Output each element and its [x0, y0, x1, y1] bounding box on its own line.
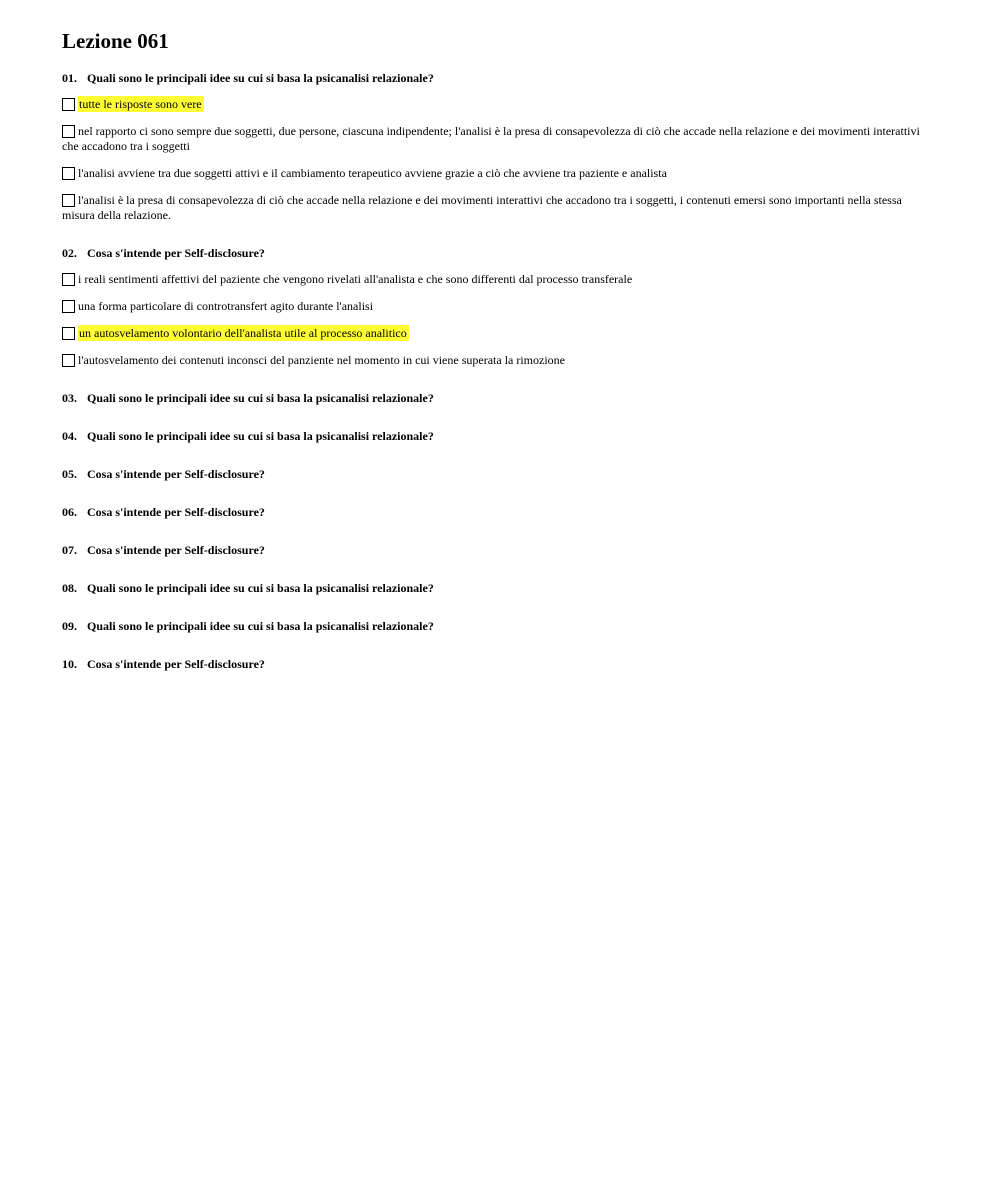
answer-checkbox[interactable]	[62, 194, 75, 207]
answer-checkbox[interactable]	[62, 354, 75, 367]
answer-text: l'analisi avviene tra due soggetti attivi e il cambiamento terapeutico avviene grazie a ciò che avviene tra paziente e analista	[78, 166, 667, 180]
question-text: Quali sono le principali idee su cui si basa la psicanalisi relazionale?	[87, 391, 434, 405]
question-title	[62, 504, 922, 520]
answer-option	[62, 97, 922, 112]
question-title	[62, 580, 922, 596]
question-02	[62, 245, 922, 368]
answer-list	[62, 272, 922, 368]
question-text: Quali sono le principali idee su cui si basa la psicanalisi relazionale?	[87, 429, 434, 443]
answer-option	[62, 166, 922, 181]
question-title	[62, 428, 922, 444]
answer-checkbox[interactable]	[62, 300, 75, 313]
answer-text: l'autosvelamento dei contenuti inconsci del panziente nel momento in cui viene superata la rimozione	[78, 353, 566, 367]
question-title	[62, 70, 922, 86]
answer-option	[62, 299, 922, 314]
answer-checkbox[interactable]	[62, 125, 75, 138]
answer-text: l'analisi è la presa di consapevolezza di ciò che accade nella relazione e dei movimenti interattivi che accadono tra i soggetti, i contenuti emersi sono importanti nella stessa misura della relazione.	[62, 193, 902, 222]
question-list	[62, 70, 922, 672]
question-04	[62, 428, 922, 444]
question-number: 03.	[62, 391, 77, 405]
answer-checkbox[interactable]	[62, 167, 75, 180]
question-title	[62, 466, 922, 482]
page-title: Lezione 061	[62, 29, 169, 53]
answer-option	[62, 193, 922, 223]
question-06	[62, 504, 922, 520]
question-10	[62, 656, 922, 672]
document-page	[62, 28, 922, 694]
question-text: Cosa s'intende per Self-disclosure?	[87, 657, 265, 671]
answer-option	[62, 326, 922, 341]
question-text: Cosa s'intende per Self-disclosure?	[87, 543, 265, 557]
answer-checkbox[interactable]	[62, 273, 75, 286]
answer-text-highlighted: tutte le risposte sono vere	[79, 97, 202, 111]
answer-text-highlighted: un autosvelamento volontario dell'analista utile al processo analitico	[79, 326, 407, 340]
question-title	[62, 618, 922, 634]
question-title	[62, 656, 922, 672]
answer-list	[62, 97, 922, 223]
answer-text: nel rapporto ci sono sempre due soggetti, due persone, ciascuna indipendente; l'analisi è la presa di consapevolezza di ciò che accade nella relazione e dei movimenti interattivi che accadono tra i soggetti	[62, 124, 920, 153]
answer-text: i reali sentimenti affettivi del paziente che vengono rivelati all'analista e che sono differenti dal processo transferale	[78, 272, 633, 286]
question-text: Cosa s'intende per Self-disclosure?	[87, 505, 265, 519]
question-number: 10.	[62, 657, 77, 671]
answer-option	[62, 272, 922, 287]
question-number: 07.	[62, 543, 77, 557]
question-title	[62, 542, 922, 558]
answer-checkbox[interactable]	[62, 98, 75, 111]
question-03	[62, 390, 922, 406]
question-08	[62, 580, 922, 596]
question-title	[62, 245, 922, 261]
question-number: 04.	[62, 429, 77, 443]
question-text: Quali sono le principali idee su cui si basa la psicanalisi relazionale?	[87, 619, 434, 633]
question-text: Cosa s'intende per Self-disclosure?	[87, 246, 265, 260]
question-01	[62, 70, 922, 223]
question-text: Quali sono le principali idee su cui si basa la psicanalisi relazionale?	[87, 581, 434, 595]
question-number: 06.	[62, 505, 77, 519]
question-text: Quali sono le principali idee su cui si basa la psicanalisi relazionale?	[87, 71, 434, 85]
question-number: 09.	[62, 619, 77, 633]
question-number: 08.	[62, 581, 77, 595]
question-number: 01.	[62, 71, 77, 85]
question-number: 02.	[62, 246, 77, 260]
answer-option	[62, 124, 922, 154]
question-title	[62, 390, 922, 406]
question-09	[62, 618, 922, 634]
question-number: 05.	[62, 467, 77, 481]
answer-option	[62, 353, 922, 368]
question-05	[62, 466, 922, 482]
answer-text: una forma particolare di controtransfert agito durante l'analisi	[78, 299, 374, 313]
question-text: Cosa s'intende per Self-disclosure?	[87, 467, 265, 481]
answer-checkbox[interactable]	[62, 327, 75, 340]
question-07	[62, 542, 922, 558]
